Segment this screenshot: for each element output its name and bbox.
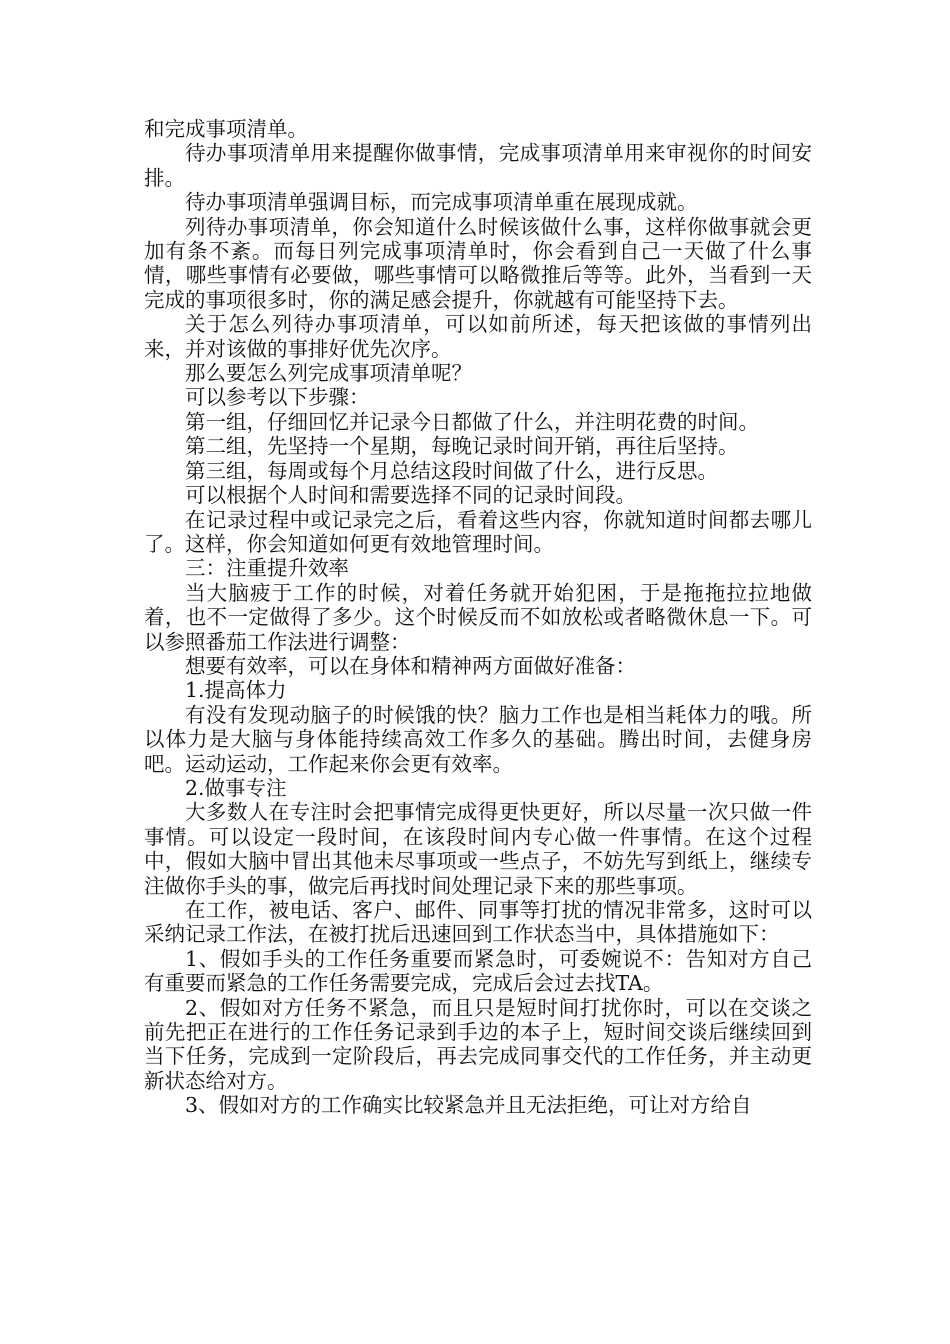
paragraph: 在工作，被电话、客户、邮件、同事等打扰的情况非常多，这时可以采纳记录工作法，在被打扰后迅速回到工作状态当中，具体措施如下： [144,898,812,947]
paragraph: 当大脑疲于工作的时候，对着任务就开始犯困，于是拖拖拉拉地做着，也不一定做得了多少。这个时候反而不如放松或者略微休息一下。可以参照番茄工作法进行调整： [144,580,812,654]
paragraph: 那么要怎么列完成事项清单呢？ [185,361,472,386]
paragraph: 大多数人在专注时会把事情完成得更快更好，所以尽量一次只做一件事情。可以设定一段时间，在该段时间内专心做一件事情。在这个过程中，假如大脑中冒出其他未尽事项或一些点子，不妨先写到纸上，继续专注做你手头的事，做完后再找时间处理记录下来的那些事项。 [144,800,812,898]
paragraph: 在记录过程中或记录完之后，看着这些内容，你就知道时间都去哪儿了。这样，你会知道如何更有效地管理时间。 [144,507,812,556]
paragraph: 想要有效率，可以在身体和精神两方面做好准备： [185,653,636,678]
list-item: 1、假如手头的工作任务重要而紧急时，可委婉说不：告知对方自己有重要而紧急的工作任务需要完成，完成后会过去找TA。 [144,946,812,996]
paragraph: 列待办事项清单，你会知道什么时候该做什么事，这样你做事就会更加有条不紊。而每日列完成事项清单时，你会看到自己一天做了什么事情，哪些事情有必要做，哪些事情可以略微推后等等。此外，当看到一天完成的事项很多时，你的满足感会提升，你就越有可能坚持下去。 [144,214,812,312]
list-step: 第三组，每周或每个月总结这段时间做了什么，进行反思。 [185,458,718,483]
paragraph-continuation: 和完成事项清单。 [144,117,308,141]
paragraph: 关于怎么列待办事项清单，可以如前所述，每天把该做的事情列出来，并对该做的事排好优先次序。 [144,312,812,361]
list-item: 3、假如对方的工作确实比较紧急并且无法拒绝，可让对方给自 [185,1093,752,1118]
paragraph: 可以根据个人时间和需要选择不同的记录时间段。 [185,483,636,508]
subsection-heading: 2.做事专注 [185,775,287,800]
section-heading: 三：注重提升效率 [185,556,349,581]
subsection-heading: 1.提高体力 [185,678,287,703]
list-item: 2、假如对方任务不紧急，而且只是短时间打扰你时，可以在交谈之前先把正在进行的工作任务记录到手边的本子上，短时间交谈后继续回到当下任务，完成到一定阶段后，再去完成同事交代的工作任务，并主动更新状态给对方。 [144,995,812,1093]
paragraph: 待办事项清单强调目标，而完成事项清单重在展现成就。 [185,190,698,215]
paragraph: 待办事项清单用来提醒你做事情，完成事项清单用来审视你的时间安排。 [144,141,812,190]
paragraph: 有没有发现动脑子的时候饿的快？脑力工作也是相当耗体力的哦。所以体力是大脑与身体能持续高效工作多久的基础。腾出时间，去健身房吧。运动运动，工作起来你会更有效率。 [144,702,812,776]
list-step: 第一组，仔细回忆并记录今日都做了什么，并注明花费的时间。 [185,409,759,434]
document-body [144,117,812,1118]
paragraph: 可以参考以下步骤： [185,385,370,410]
list-step: 第二组，先坚持一个星期，每晚记录时间开销，再往后坚持。 [185,434,739,459]
